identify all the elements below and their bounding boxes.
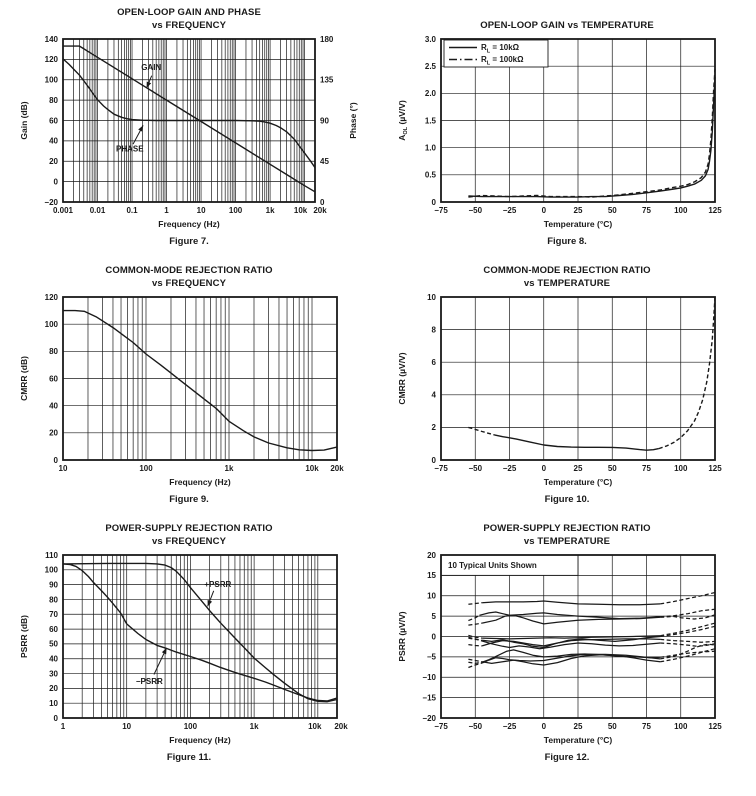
svg-text:1.5: 1.5 (424, 116, 436, 126)
svg-text:0: 0 (53, 455, 58, 465)
series (63, 563, 337, 701)
svg-text:10: 10 (196, 206, 206, 215)
figure-11-caption: Figure 11. (166, 752, 212, 763)
svg-text:75: 75 (642, 722, 651, 731)
svg-text:50: 50 (607, 722, 617, 731)
series (63, 311, 337, 451)
y-axis-label: PSRR (dB) (19, 615, 29, 658)
svg-text:40: 40 (49, 654, 58, 664)
svg-text:1k: 1k (224, 464, 234, 473)
svg-text:5: 5 (431, 611, 436, 621)
y-axis-label: PSRR (µV/V) (397, 611, 407, 662)
svg-text:−25: −25 (502, 206, 517, 215)
title-line: vs TEMPERATURE (523, 535, 611, 547)
figure-9-title (105, 264, 272, 290)
figure-10-caption: Figure 10. (544, 494, 590, 505)
annotation (141, 63, 161, 88)
x-axis-label: Frequency (Hz) (169, 735, 231, 745)
series-unit-5 (660, 626, 715, 636)
svg-text:100: 100 (674, 722, 688, 731)
figure-11-plot (17, 548, 361, 748)
svg-text:−20: −20 (44, 197, 58, 207)
svg-text:6: 6 (431, 358, 436, 367)
svg-text:2: 2 (431, 423, 436, 433)
svg-text:30: 30 (49, 669, 58, 679)
svg-text:90: 90 (320, 116, 329, 126)
series-unit-7 (482, 641, 660, 649)
svg-text:20k: 20k (330, 464, 344, 473)
svg-text:10k: 10k (293, 206, 308, 215)
svg-text:4: 4 (431, 390, 436, 400)
svg-text:140: 140 (44, 34, 58, 44)
y-axis-label: CMRR (µV/V) (397, 352, 407, 405)
svg-text:0: 0 (320, 197, 325, 207)
svg-text:75: 75 (642, 206, 651, 215)
legend (444, 40, 548, 67)
svg-text:100: 100 (183, 722, 198, 731)
svg-text:80: 80 (49, 347, 58, 357)
figure-10-plot-container (395, 290, 739, 490)
x-axis-label: Temperature (°C) (543, 735, 613, 745)
figure-9-plot-container (17, 290, 361, 490)
title-line: vs FREQUENCY (151, 277, 227, 289)
svg-text:−50: −50 (468, 464, 483, 473)
tick-labels (427, 293, 722, 473)
svg-text:0: 0 (541, 206, 547, 215)
svg-text:2.0: 2.0 (424, 89, 436, 99)
svg-text:−10: −10 (422, 673, 436, 683)
svg-text:2.5: 2.5 (424, 62, 436, 71)
annotation-text: −PSRR (135, 676, 163, 686)
svg-text:50: 50 (607, 464, 617, 473)
grid (441, 555, 715, 718)
figure-10-title (483, 264, 650, 290)
note-text: 10 Typical Units Shown (448, 561, 537, 571)
svg-text:0: 0 (431, 632, 436, 642)
svg-text:75: 75 (642, 464, 651, 473)
series-unit-3 (482, 615, 660, 624)
series (468, 593, 715, 668)
series (468, 69, 715, 197)
series-unit-6 (660, 639, 715, 642)
svg-text:0.01: 0.01 (89, 206, 106, 215)
y-axis-label: CMRR (dB) (19, 356, 29, 401)
annotation-arrowhead (147, 81, 152, 87)
svg-text:0: 0 (53, 177, 58, 187)
svg-text:3.0: 3.0 (424, 34, 436, 44)
grid (441, 297, 715, 460)
svg-text:0: 0 (431, 455, 436, 465)
svg-text:100: 100 (228, 206, 243, 215)
annotation-text: GAIN (141, 63, 162, 72)
title-line: vs TEMPERATURE (523, 277, 611, 289)
svg-text:80: 80 (49, 595, 58, 605)
svg-text:1k: 1k (249, 722, 259, 731)
series-cmrr (63, 311, 337, 451)
title-line: vs FREQUENCY (151, 535, 227, 547)
series-unit-1 (482, 601, 660, 605)
svg-text:0: 0 (541, 464, 547, 473)
note-box (441, 555, 578, 575)
series-unit-2 (479, 612, 660, 619)
y-axis-label: Gain (dB) (19, 101, 29, 140)
svg-text:20: 20 (49, 157, 58, 167)
svg-text:20: 20 (49, 684, 58, 694)
svg-text:0: 0 (541, 722, 547, 731)
annotation-arrowhead (138, 125, 143, 131)
svg-text:100: 100 (674, 464, 688, 473)
svg-text:60: 60 (49, 374, 58, 384)
svg-text:20: 20 (49, 428, 58, 438)
svg-text:50: 50 (607, 206, 617, 215)
svg-text:0.001: 0.001 (52, 206, 74, 215)
annotation (136, 648, 167, 686)
svg-text:20k: 20k (313, 206, 327, 215)
svg-text:10: 10 (58, 464, 68, 473)
figure-10-plot (395, 290, 739, 490)
svg-text:−5: −5 (426, 652, 436, 662)
svg-text:10: 10 (122, 722, 132, 731)
svg-text:125: 125 (708, 206, 722, 215)
svg-text:0.5: 0.5 (424, 170, 436, 180)
figure-11-plot-container (17, 548, 361, 748)
title-line: COMMON-MODE REJECTION RATIO (483, 265, 651, 277)
series-cmrr-temp (468, 427, 494, 435)
series-unit-1 (660, 593, 715, 604)
svg-text:−75: −75 (434, 206, 448, 215)
series-cmrr-temp (494, 435, 658, 450)
svg-text:120: 120 (44, 55, 58, 65)
svg-text:135: 135 (320, 75, 334, 85)
figure-11 (0, 522, 378, 780)
figure-7-plot (17, 32, 361, 232)
svg-text:25: 25 (573, 722, 583, 731)
svg-text:10: 10 (427, 292, 436, 302)
svg-text:0.1: 0.1 (126, 206, 138, 215)
figure-12-plot (395, 548, 739, 748)
series-unit-1 (468, 603, 482, 605)
svg-text:125: 125 (708, 464, 722, 473)
figure-7-plot-container (17, 32, 361, 232)
svg-text:110: 110 (45, 550, 58, 560)
svg-text:100: 100 (139, 464, 153, 473)
annotation-arrowhead (162, 648, 167, 654)
svg-text:−75: −75 (434, 464, 448, 473)
svg-text:25: 25 (573, 206, 583, 215)
svg-text:−25: −25 (502, 722, 517, 731)
svg-text:1: 1 (60, 722, 66, 731)
series-gain (63, 46, 315, 192)
svg-text:100: 100 (674, 206, 688, 215)
figure-8 (378, 6, 756, 264)
svg-text:1.0: 1.0 (424, 143, 436, 153)
svg-text:45: 45 (320, 157, 329, 167)
svg-text:180: 180 (320, 34, 334, 44)
figure-7-title (117, 6, 261, 32)
x-axis-label: Frequency (Hz) (158, 219, 220, 229)
svg-text:−15: −15 (422, 693, 436, 703)
figure-8-title (480, 6, 654, 32)
svg-text:1k: 1k (265, 206, 275, 215)
title-line: OPEN-LOOP GAIN AND PHASE (117, 7, 261, 19)
svg-text:−25: −25 (502, 464, 517, 473)
title-line: vs FREQUENCY (151, 19, 227, 31)
svg-text:8: 8 (431, 325, 436, 335)
svg-text:10k: 10k (308, 722, 322, 731)
y-axis-label-right: Phase (°) (348, 102, 358, 139)
series-cmrr-temp (659, 297, 715, 449)
series-unit-2 (660, 609, 715, 617)
figure-9 (0, 264, 378, 522)
svg-text:80: 80 (49, 95, 58, 105)
x-axis-label: Temperature (°C) (543, 477, 613, 487)
annotation-text: PHASE (116, 144, 144, 154)
figure-11-title (105, 522, 272, 548)
title-line: OPEN-LOOP GAIN vs TEMPERATURE (480, 19, 654, 31)
svg-text:0: 0 (53, 713, 58, 723)
svg-text:10: 10 (49, 699, 58, 708)
svg-text:10: 10 (427, 591, 436, 601)
title-line: POWER-SUPPLY REJECTION RATIO (105, 523, 273, 535)
svg-text:20: 20 (427, 550, 436, 560)
annotation (204, 580, 231, 607)
title-line: POWER-SUPPLY REJECTION RATIO (483, 523, 651, 535)
svg-text:50: 50 (49, 639, 58, 649)
svg-text:−50: −50 (468, 722, 483, 731)
svg-text:1: 1 (164, 206, 169, 215)
title-line: COMMON-MODE REJECTION RATIO (105, 265, 273, 277)
svg-text:125: 125 (708, 722, 722, 731)
svg-text:100: 100 (44, 565, 58, 575)
figure-7 (0, 6, 378, 264)
figure-12 (378, 522, 756, 780)
figure-8-plot (395, 32, 739, 232)
svg-text:40: 40 (49, 136, 58, 146)
svg-text:−20: −20 (422, 713, 436, 723)
figure-8-plot-container (395, 32, 739, 232)
figure-12-caption: Figure 12. (544, 752, 590, 763)
legend-label: $R_L = 10k\Omega$ (481, 43, 520, 55)
legend-label: $R_L = 100k\Omega$ (481, 55, 524, 67)
svg-text:0: 0 (431, 197, 436, 207)
svg-text:20k: 20k (334, 722, 348, 731)
svg-text:60: 60 (49, 116, 58, 126)
tick-labels (44, 35, 333, 215)
figure-12-plot-container (395, 548, 739, 748)
figure-9-plot (17, 290, 361, 490)
svg-text:25: 25 (573, 464, 583, 473)
y-axis-label: $A_{OL}$ (µV/V) (397, 100, 410, 141)
series-rl-100k (468, 69, 715, 197)
svg-text:60: 60 (49, 624, 58, 634)
svg-text:15: 15 (427, 571, 436, 581)
svg-text:10k: 10k (305, 464, 319, 473)
figure-9-caption: Figure 9. (169, 494, 209, 505)
x-axis-label: Frequency (Hz) (169, 477, 231, 487)
annotation-text: +PSRR (204, 579, 232, 589)
figure-12-title (483, 522, 650, 548)
series-unit-3 (660, 615, 715, 619)
svg-text:100: 100 (44, 75, 58, 85)
series-plus-psrr (63, 563, 337, 701)
svg-text:40: 40 (49, 401, 58, 411)
svg-text:100: 100 (44, 320, 58, 329)
figure-8-caption: Figure 8. (547, 236, 587, 247)
svg-text:−50: −50 (468, 206, 483, 215)
series-rl-10k (468, 77, 715, 197)
series (63, 46, 315, 192)
x-axis-label: Temperature (°C) (543, 219, 613, 229)
svg-text:70: 70 (49, 610, 58, 620)
svg-text:90: 90 (49, 580, 58, 590)
series-unit-4 (660, 623, 715, 636)
svg-text:120: 120 (44, 292, 58, 302)
svg-text:−75: −75 (434, 722, 448, 731)
figure-7-caption: Figure 7. (169, 236, 209, 247)
figure-10 (378, 264, 756, 522)
